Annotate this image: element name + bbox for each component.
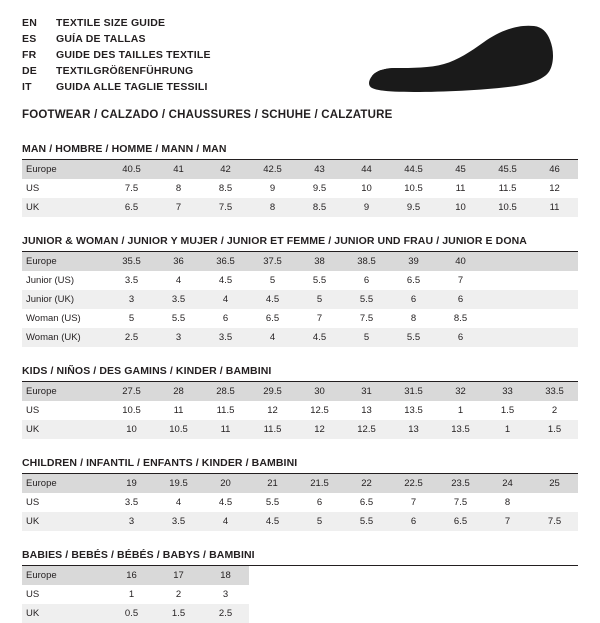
cell: 20 xyxy=(202,474,249,493)
cell: 5.5 xyxy=(343,512,390,531)
cell: 11 xyxy=(202,420,249,439)
cell-empty xyxy=(390,566,437,585)
cell: 9 xyxy=(343,198,390,217)
table-row xyxy=(22,252,578,271)
cell: 24 xyxy=(484,474,531,493)
size-table-junior-woman xyxy=(22,252,578,347)
language-text: TEXTILE SIZE GUIDE xyxy=(56,17,166,29)
cell: 7.5 xyxy=(453,497,468,508)
cell: 6 xyxy=(390,290,437,309)
cell: 7.5 xyxy=(202,198,249,217)
cell: 11.5 xyxy=(249,420,296,439)
cell: 46 xyxy=(531,160,578,179)
cell: 11 xyxy=(173,405,184,416)
language-row xyxy=(22,80,211,95)
cell: 13 xyxy=(361,405,372,416)
cell: 21.5 xyxy=(296,474,343,493)
cell: 1 xyxy=(484,420,531,439)
cell-empty xyxy=(390,604,437,623)
cell xyxy=(531,493,578,512)
table-row xyxy=(22,271,578,290)
cell: 10 xyxy=(361,183,372,194)
cell: 19.5 xyxy=(155,474,202,493)
size-table-babies xyxy=(22,566,578,623)
cell: 4.5 xyxy=(249,512,296,531)
cell: 4.5 xyxy=(249,290,296,309)
cell: 11.5 xyxy=(216,405,235,416)
cell: 31.5 xyxy=(390,382,437,401)
table-row xyxy=(22,309,578,328)
cell: 19 xyxy=(108,474,155,493)
cell: 42 xyxy=(202,160,249,179)
language-code: DE xyxy=(22,65,37,77)
cell: 10 xyxy=(437,198,484,217)
cell-empty xyxy=(531,604,578,623)
row-label: US xyxy=(26,589,40,600)
cell-empty xyxy=(531,566,578,585)
language-code: EN xyxy=(22,17,37,29)
cell-empty xyxy=(296,604,343,623)
section-babies xyxy=(22,549,578,623)
cell: 8 xyxy=(410,313,417,324)
cell xyxy=(484,271,531,290)
table-row xyxy=(22,382,578,401)
language-text: TEXTILGRÖßENFÜHRUNG xyxy=(56,65,194,77)
cell: 3.5 xyxy=(155,290,202,309)
cell-empty xyxy=(296,585,343,604)
table-row xyxy=(22,512,578,531)
cell-empty xyxy=(296,566,343,585)
cell: 10 xyxy=(108,420,155,439)
cell: 7 xyxy=(155,198,202,217)
cell: 6 xyxy=(390,512,437,531)
cell: 33.5 xyxy=(531,382,578,401)
section-title: JUNIOR & WOMAN / JUNIOR Y MUJER / JUNIOR ET FEMME / JUNIOR UND FRAU / JUNIOR E DONA xyxy=(22,235,578,252)
cell: 8 xyxy=(249,198,296,217)
cell-empty xyxy=(437,566,484,585)
cell: 45 xyxy=(437,160,484,179)
cell: 6 xyxy=(222,313,229,324)
cell: 4.5 xyxy=(296,328,343,347)
cell: 6.5 xyxy=(406,275,421,286)
table-row xyxy=(22,493,578,512)
cell: 2.5 xyxy=(202,604,249,623)
row-label: Europe xyxy=(22,474,108,493)
row-label: Woman (US) xyxy=(26,313,81,324)
size-table-children xyxy=(22,474,578,531)
cell xyxy=(531,271,578,290)
cell: 12 xyxy=(267,405,278,416)
row-label: UK xyxy=(22,420,108,439)
cell: 7 xyxy=(410,497,417,508)
section-title: KIDS / NIÑOS / DES GAMINS / KINDER / BAMBINI xyxy=(22,365,578,382)
table-row xyxy=(22,566,578,585)
table-row xyxy=(22,160,578,179)
cell-empty xyxy=(249,566,296,585)
cell: 0.5 xyxy=(108,604,155,623)
cell: 16 xyxy=(108,566,155,585)
cell: 25 xyxy=(531,474,578,493)
cell: 35.5 xyxy=(108,252,155,271)
size-table-man xyxy=(22,160,578,217)
cell: 40.5 xyxy=(108,160,155,179)
cell: 6.5 xyxy=(108,198,155,217)
table-row xyxy=(22,420,578,439)
cell: 38 xyxy=(296,252,343,271)
cell: 22 xyxy=(343,474,390,493)
cell: 4 xyxy=(175,497,182,508)
cell: 13.5 xyxy=(437,420,484,439)
section-man xyxy=(22,143,578,217)
row-label: UK xyxy=(22,198,108,217)
cell: 10.5 xyxy=(155,420,202,439)
row-label: Europe xyxy=(22,382,108,401)
cell: 27.5 xyxy=(108,382,155,401)
cell: 30 xyxy=(296,382,343,401)
cell-empty xyxy=(249,604,296,623)
cell: 23.5 xyxy=(437,474,484,493)
cell: 4.5 xyxy=(218,275,233,286)
cell: 1.5 xyxy=(531,420,578,439)
cell-empty xyxy=(484,585,531,604)
cell: 22.5 xyxy=(390,474,437,493)
cell xyxy=(484,309,531,328)
cell: 37.5 xyxy=(249,252,296,271)
cell: 39 xyxy=(390,252,437,271)
cell: 9 xyxy=(269,183,276,194)
cell-empty xyxy=(249,585,296,604)
cell: 6 xyxy=(316,497,323,508)
row-label: US xyxy=(26,405,40,416)
cell: 4.5 xyxy=(218,497,233,508)
table-row xyxy=(22,401,578,420)
cell: 1.5 xyxy=(500,405,515,416)
cell: 5 xyxy=(269,275,276,286)
table-row xyxy=(22,585,578,604)
language-code: ES xyxy=(22,33,37,45)
cell xyxy=(531,290,578,309)
language-row xyxy=(22,16,211,31)
cell: 4 xyxy=(175,275,182,286)
cell: 38.5 xyxy=(343,252,390,271)
section-title: BABIES / BEBÉS / BÉBÉS / BABYS / BAMBINI xyxy=(22,549,578,566)
cell: 11 xyxy=(531,198,578,217)
cell xyxy=(484,328,531,347)
cell: 3.5 xyxy=(202,328,249,347)
cell: 8 xyxy=(504,497,511,508)
table-row xyxy=(22,604,578,623)
row-label: US xyxy=(26,497,40,508)
cell xyxy=(531,252,578,271)
language-row xyxy=(22,48,211,63)
cell: 36 xyxy=(155,252,202,271)
language-row xyxy=(22,32,211,47)
cell: 18 xyxy=(202,566,249,585)
cell: 1 xyxy=(457,405,464,416)
cell: 3 xyxy=(155,328,202,347)
cell: 6 xyxy=(363,275,370,286)
section-kids xyxy=(22,365,578,439)
language-row xyxy=(22,64,211,79)
cell xyxy=(531,309,578,328)
cell: 10.5 xyxy=(122,405,141,416)
section-children xyxy=(22,457,578,531)
cell: 3.5 xyxy=(124,275,139,286)
cell: 1.5 xyxy=(155,604,202,623)
cell: 2.5 xyxy=(108,328,155,347)
cell: 3 xyxy=(108,512,155,531)
cell: 17 xyxy=(155,566,202,585)
cell: 10.5 xyxy=(404,183,423,194)
cell: 4 xyxy=(202,512,249,531)
language-text: GUIDA ALLE TAGLIE TESSILI xyxy=(56,81,208,93)
cell: 28 xyxy=(155,382,202,401)
cell: 29.5 xyxy=(249,382,296,401)
cell: 5.5 xyxy=(390,328,437,347)
language-text: GUÍA DE TALLAS xyxy=(56,33,146,45)
table-row xyxy=(22,474,578,493)
cell: 40 xyxy=(437,252,484,271)
cell: 43 xyxy=(296,160,343,179)
cell xyxy=(484,252,531,271)
cell-empty xyxy=(343,585,390,604)
cell: 5 xyxy=(343,328,390,347)
cell: 4 xyxy=(249,328,296,347)
cell-empty xyxy=(531,585,578,604)
language-code: IT xyxy=(22,81,32,93)
cell: 6 xyxy=(437,328,484,347)
cell: 8 xyxy=(175,183,182,194)
cell: 3.5 xyxy=(124,497,139,508)
row-label: Junior (UK) xyxy=(22,290,108,309)
cell: 6.5 xyxy=(437,512,484,531)
row-label: Junior (US) xyxy=(26,275,75,286)
cell: 5.5 xyxy=(343,290,390,309)
cell: 12 xyxy=(296,420,343,439)
row-label: Europe xyxy=(22,160,108,179)
cell: 2 xyxy=(175,589,182,600)
cell-empty xyxy=(437,604,484,623)
row-label: UK xyxy=(22,604,108,623)
cell: 21 xyxy=(249,474,296,493)
section-title: CHILDREN / INFANTIL / ENFANTS / KINDER / BAMBINI xyxy=(22,457,578,474)
cell: 8.5 xyxy=(218,183,233,194)
cell: 11.5 xyxy=(498,183,517,194)
row-label: UK xyxy=(22,512,108,531)
row-label: Europe xyxy=(22,566,108,585)
cell: 8.5 xyxy=(296,198,343,217)
cell: 6.5 xyxy=(359,497,374,508)
cell: 3 xyxy=(222,589,229,600)
section-title: MAN / HOMBRE / HOMME / MANN / MAN xyxy=(22,143,578,160)
cell: 32 xyxy=(437,382,484,401)
cell: 12 xyxy=(549,183,560,194)
cell: 28.5 xyxy=(202,382,249,401)
document-header xyxy=(22,14,578,95)
cell: 45.5 xyxy=(484,160,531,179)
row-label: Woman (UK) xyxy=(22,328,108,347)
cell: 5.5 xyxy=(312,275,327,286)
cell: 2 xyxy=(551,405,558,416)
cell xyxy=(531,328,578,347)
cell: 12.5 xyxy=(310,405,329,416)
cell-empty xyxy=(343,604,390,623)
cell: 9.5 xyxy=(312,183,327,194)
cell: 12.5 xyxy=(343,420,390,439)
cell: 7.5 xyxy=(359,313,374,324)
cell: 5.5 xyxy=(171,313,186,324)
cell: 3 xyxy=(108,290,155,309)
cell-empty xyxy=(484,604,531,623)
cell: 5 xyxy=(128,313,135,324)
language-text: GUIDE DES TAILLES TEXTILE xyxy=(56,49,211,61)
cell: 7.5 xyxy=(531,512,578,531)
cell-empty xyxy=(437,585,484,604)
cell: 13.5 xyxy=(404,405,423,416)
cell: 3.5 xyxy=(155,512,202,531)
cell-empty xyxy=(343,566,390,585)
cell: 5 xyxy=(296,512,343,531)
cell: 36.5 xyxy=(202,252,249,271)
cell: 42.5 xyxy=(249,160,296,179)
table-row xyxy=(22,290,578,309)
cell: 11 xyxy=(455,183,466,194)
category-title: FOOTWEAR / CALZADO / CHAUSSURES / SCHUHE / CALZATURE xyxy=(22,109,393,121)
cell: 6 xyxy=(437,290,484,309)
cell: 13 xyxy=(390,420,437,439)
cell: 41 xyxy=(155,160,202,179)
section-junior-woman xyxy=(22,235,578,347)
cell xyxy=(484,290,531,309)
table-row xyxy=(22,198,578,217)
row-label: US xyxy=(26,183,40,194)
dress-shoe-icon xyxy=(366,16,556,94)
cell: 7 xyxy=(457,275,464,286)
cell: 6.5 xyxy=(265,313,280,324)
cell: 5 xyxy=(296,290,343,309)
cell: 5.5 xyxy=(265,497,280,508)
table-row xyxy=(22,179,578,198)
size-table-kids xyxy=(22,382,578,439)
cell-empty xyxy=(390,585,437,604)
cell: 1 xyxy=(128,589,135,600)
cell: 8.5 xyxy=(453,313,468,324)
table-row xyxy=(22,328,578,347)
cell: 44.5 xyxy=(390,160,437,179)
cell: 33 xyxy=(484,382,531,401)
cell-empty xyxy=(484,566,531,585)
cell: 31 xyxy=(343,382,390,401)
cell: 7 xyxy=(484,512,531,531)
cell: 9.5 xyxy=(390,198,437,217)
cell: 10.5 xyxy=(484,198,531,217)
cell: 7.5 xyxy=(124,183,139,194)
language-list xyxy=(22,14,211,95)
row-label: Europe xyxy=(22,252,108,271)
cell: 7 xyxy=(316,313,323,324)
cell: 44 xyxy=(343,160,390,179)
language-code: FR xyxy=(22,49,37,61)
cell: 4 xyxy=(202,290,249,309)
